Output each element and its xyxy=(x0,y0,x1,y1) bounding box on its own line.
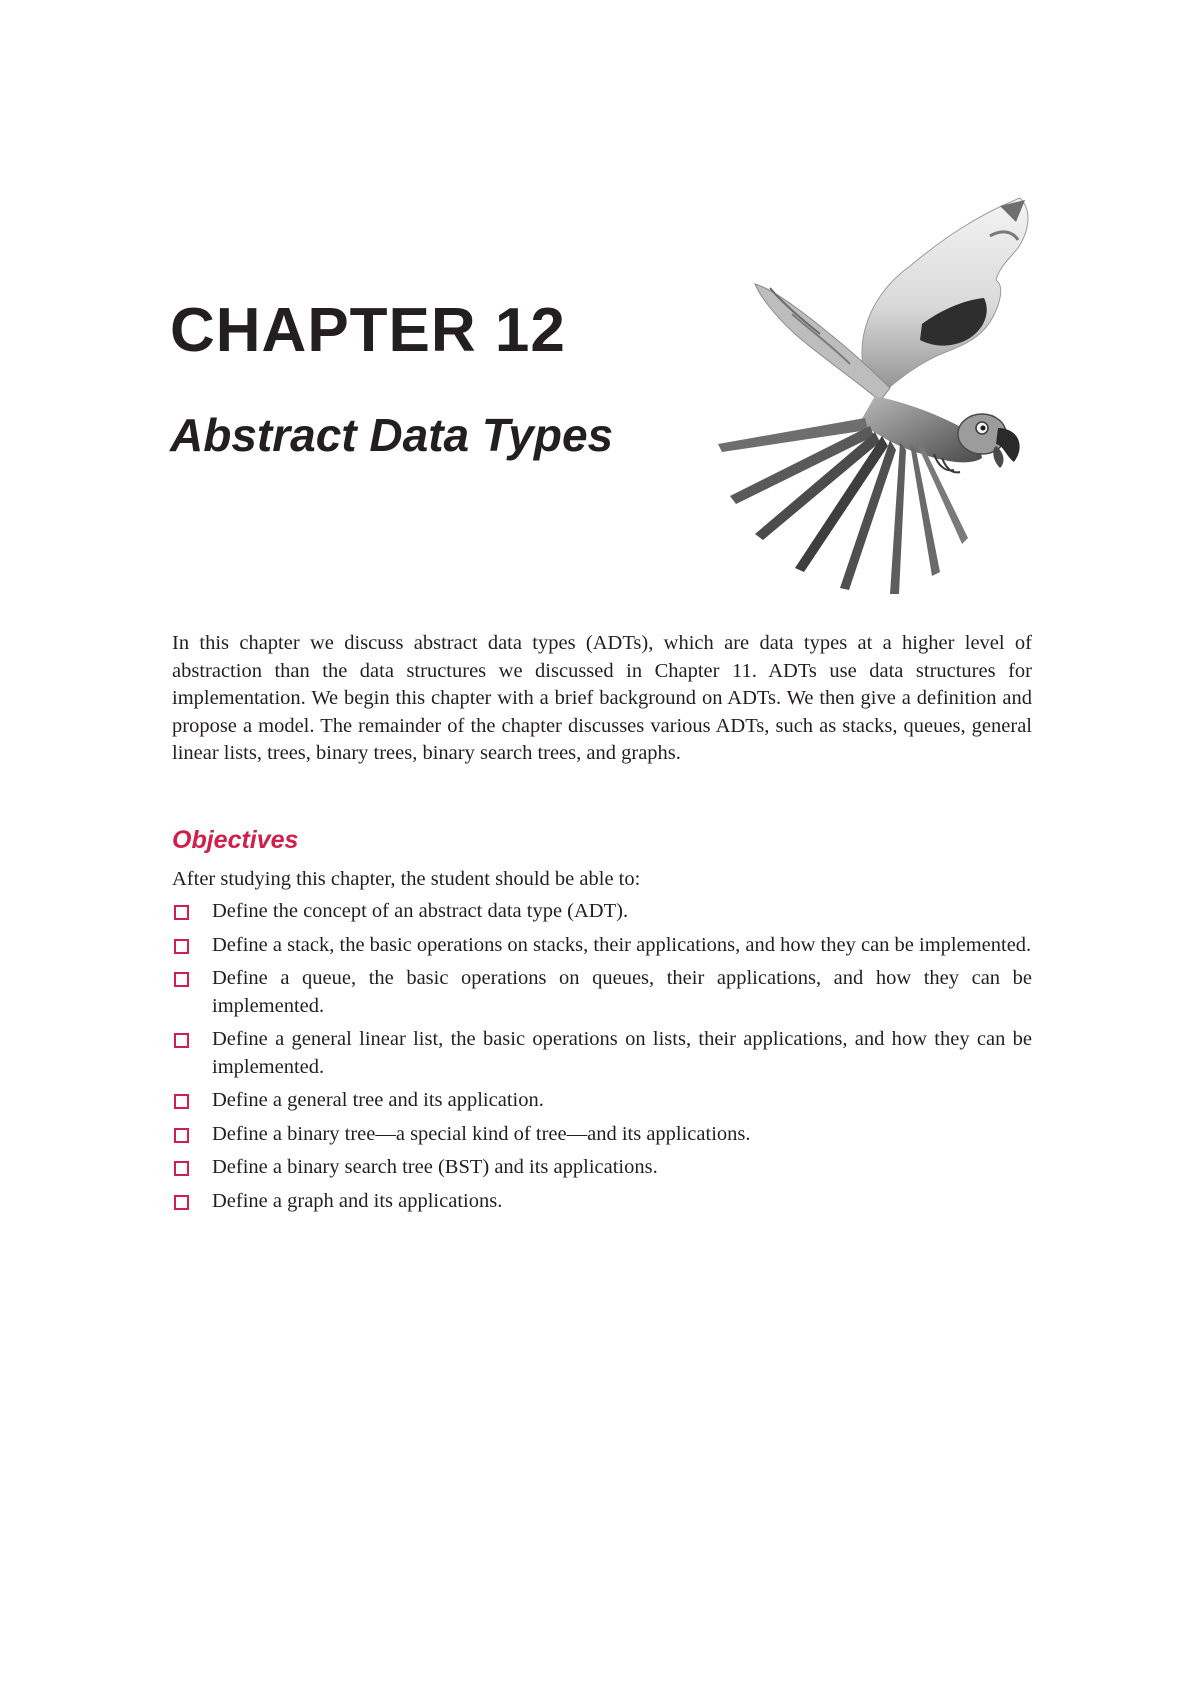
objective-item xyxy=(172,1188,1032,1216)
checkbox-icon xyxy=(174,972,189,987)
checkbox-icon xyxy=(174,905,189,920)
checkbox-icon xyxy=(174,1094,189,1109)
checkbox-icon xyxy=(174,939,189,954)
objectives-lead: After studying this chapter, the student should be able to: xyxy=(172,868,641,890)
objective-text: Define a binary tree—a special kind of tree—and its applications. xyxy=(212,1122,751,1145)
objective-item xyxy=(172,1087,1032,1115)
objective-item xyxy=(172,1121,1032,1149)
checkbox-icon xyxy=(174,1161,189,1176)
checkbox-icon xyxy=(174,1033,189,1048)
objective-item xyxy=(172,898,1032,926)
intro-paragraph: In this chapter we discuss abstract data types (ADTs), which are data types at a higher level of abstraction than the data structures we discussed in Chapter 11. ADTs use data structures for implementation. We begin this chapter with a brief background on ADTs. We then give a definition and propose a model. The remainder of the chapter discusses various ADTs, such as stacks, queues, general linear lists, trees, binary trees, binary search trees, and graphs. xyxy=(172,632,1032,764)
objective-item xyxy=(172,1154,1032,1182)
objective-item xyxy=(172,932,1032,960)
objective-text: Define a binary search tree (BST) and its applications. xyxy=(212,1156,658,1178)
parrot-illustration xyxy=(700,196,1045,600)
chapter-title: Abstract Data Types xyxy=(170,409,614,461)
objective-item xyxy=(172,965,1032,1020)
objectives-heading: Objectives xyxy=(172,826,299,854)
objective-item xyxy=(172,1026,1032,1081)
objective-text: Define the concept of an abstract data type (ADT). xyxy=(212,900,629,922)
chapter-number: CHAPTER 12 xyxy=(170,296,566,365)
objective-text: Define a queue, the basic operations on queues, their applications, and how they can be implemented. xyxy=(212,967,1032,1017)
objective-text: Define a graph and its applications. xyxy=(212,1189,503,1212)
checkbox-icon xyxy=(174,1195,189,1210)
objective-text: Define a stack, the basic operations on stacks, their applications, and how they can be implemented. xyxy=(212,933,1032,956)
checkbox-icon xyxy=(174,1128,189,1143)
objective-text: Define a general tree and its application. xyxy=(212,1089,544,1111)
objective-text: Define a general linear list, the basic operations on lists, their applications, and how they can be implemented. xyxy=(212,1028,1032,1078)
objectives-list xyxy=(172,898,1032,1221)
